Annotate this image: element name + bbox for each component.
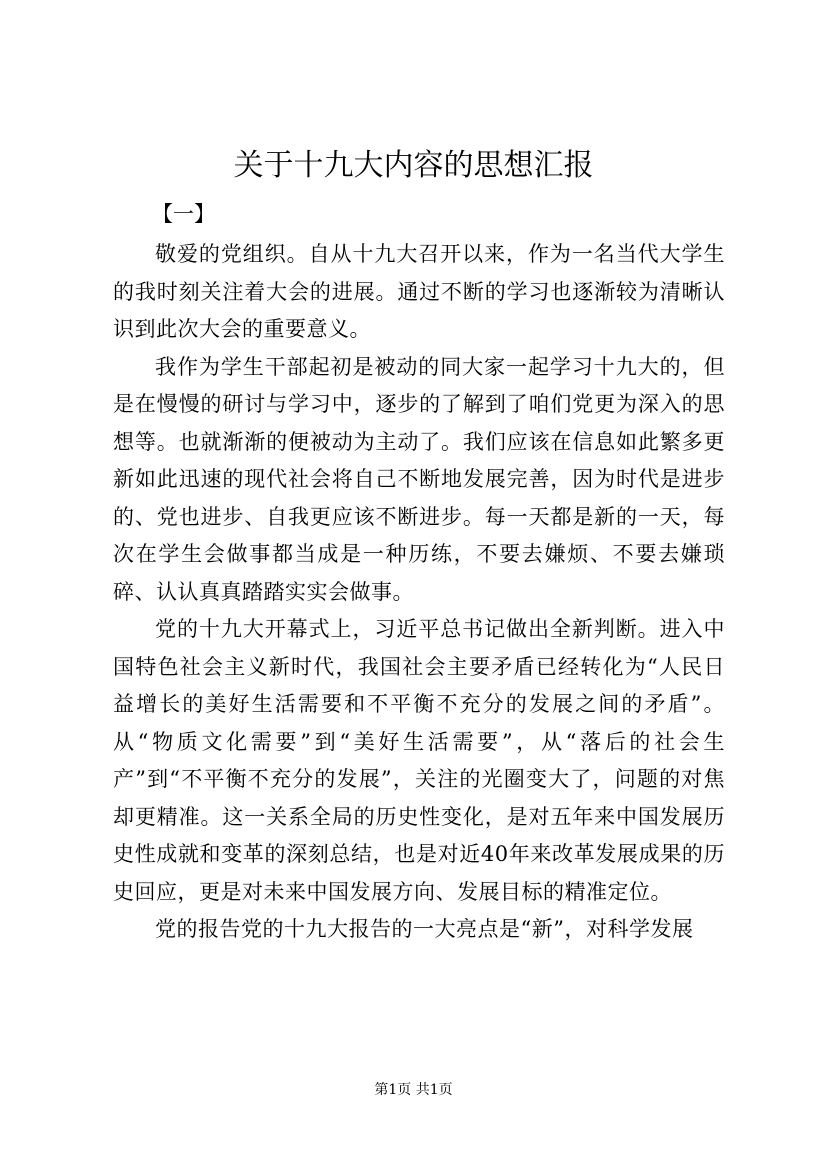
- paragraph-2: 我作为学生干部起初是被动的同大家一起学习十九大的，但是在慢慢的研讨与学习中，逐步的了解到了咱们党更为深入的思想等。也就渐渐的便被动为主动了。我们应该在信息如此繁多更新如此迅速的现代社会将自己不断地发展完善，因为时代是进步的、党也进步、自我更应该不断进步。每一天都是新的一天，每次在学生会做事都当成是一种历练，不要去嫌烦、不要去嫌琐碎、认认真真踏踏实实会做事。: [113, 354, 725, 604]
- section-heading: 【一】: [152, 202, 215, 226]
- page-footer: [0, 1080, 827, 1100]
- document-title: 关于十九大内容的思想汇报: [233, 148, 594, 183]
- page-number-label: 第1页 共1页: [374, 1082, 453, 1098]
- paragraph-1: 敬爱的党组织。自从十九大召开以来，作为一名当代大学生的我时刻关注着大会的进展。通过不断的学习也逐渐较为清晰认识到此次大会的重要意义。: [113, 242, 725, 341]
- paragraph-4: 党的报告党的十九大报告的一大亮点是“新”，对科学发展: [155, 917, 694, 941]
- paragraph-3: 党的十九大开幕式上，习近平总书记做出全新判断。进入中国特色社会主义新时代，我国社会主要矛盾已经转化为“人民日益增长的美好生活需要和不平衡不充分的发展之间的矛盾”。从“物质文化需要”到“美好生活需要”，从“落后的社会生产”到“不平衡不充分的发展”，关注的光圈变大了，问题的对焦却更精准。这一关系全局的历史性变化，是对五年来中国发展历史性成就和变革的深刻总结，也是对近40年来改革发展成果的历史回应，更是对未来中国发展方向、发展目标的精准定位。: [113, 617, 725, 904]
- document-body: [113, 236, 725, 949]
